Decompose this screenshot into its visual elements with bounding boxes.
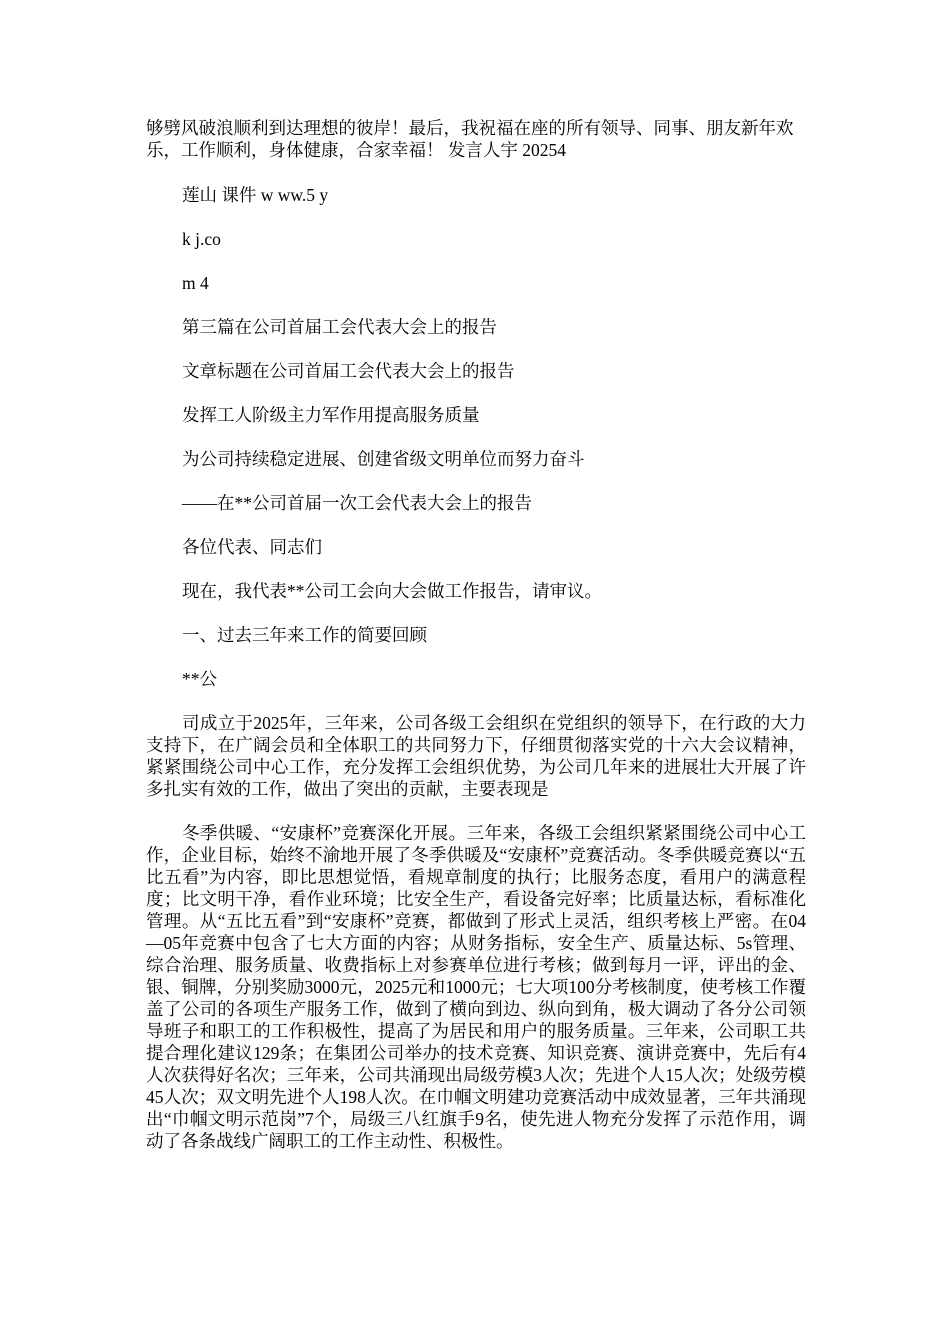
subtitle-line-2: 为公司持续稳定进展、创建省级文明单位而努力奋斗 — [182, 449, 585, 469]
article-title: 文章标题在公司首届工会代表大会上的报告 — [182, 361, 515, 381]
section-heading-1: 一、过去三年来工作的简要回顾 — [182, 625, 427, 645]
watermark-line-2: k j.co — [182, 229, 221, 249]
salutation: 各位代表、同志们 — [182, 537, 322, 557]
section-title: 第三篇在公司首届工会代表大会上的报告 — [182, 317, 497, 337]
company-fragment: **公 — [182, 669, 217, 689]
body-paragraph-1: 司成立于2025年，三年来，公司各级工会组织在党组织的领导下，在行政的大力支持下，在广阔会员和全体职工的共同努力下，仔细贯彻落实党的十六大会议精神，紧紧围绕公司中心工作，充分发挥工会组织优势，为公司几年来的进展壮大开展了许多扎实有效的工作，做出了突出的贡献，主要表现是 — [146, 713, 806, 799]
opening-paragraph: 够劈风破浪顺利到达理想的彼岸！最后，我祝福在座的所有领导、同事、朋友新年欢乐，工作顺利，身体健康，合家幸福！ 发言人宇 20254 — [146, 118, 794, 160]
body-paragraph-2: 冬季供暖、“安康杯”竞赛深化开展。三年来，各级工会组织紧紧围绕公司中心工作，企业目标，始终不渝地开展了冬季供暖及“安康杯”竞赛活动。冬季供暖竞赛以“五比五看”为内容，即比思想觉悟，看规章制度的执行；比服务态度，看用户的满意程度；比文明干净，看作业环境；比安全生产，看设备完好率；比质量达标，看标准化管理。从“五比五看”到“安康杯”竞赛，都做到了形式上灵活，组织考核上严密。在04—05年竞赛中包含了七大方面的内容；从财务指标，安全生产、质量达标、5s管理、综合治理、服务质量、收费指标上对参赛单位进行考核；做到每月一评，评出的金、银、铜牌，分别奖励3000元，2025元和1000元；七大项100分考核制度，使考核工作覆盖了公司的各项生产服务工作，做到了横向到边、纵向到角，极大调动了各分公司领导班子和职工的工作积极性，提高了为居民和用户的服务质量。三年来，公司职工共提合理化建议129条；在集团公司举办的技术竞赛、知识竞赛、演讲竞赛中，先后有4人次获得好名次；三年来，公司共涌现出局级劳模3人次；先进个人15人次；处级劳模45人次；双文明先进个人198人次。在巾帼文明建功竞赛活动中成效显著，三年共涌现出“巾帼文明示范岗”7个，局级三八红旗手9名，使先进人物充分发挥了示范作用，调动了各条战线广阔职工的工作主动性、积极性。 — [146, 823, 806, 1151]
watermark-line-1: 莲山 课件 w ww.5 y — [182, 185, 329, 205]
subtitle-line-1: 发挥工人阶级主力军作用提高服务质量 — [182, 405, 480, 425]
watermark-line-3: m 4 — [182, 273, 209, 293]
subtitle-line-3: ——在**公司首届一次工会代表大会上的报告 — [182, 493, 532, 513]
intro-line: 现在，我代表**公司工会向大会做工作报告，请审议。 — [182, 581, 602, 601]
